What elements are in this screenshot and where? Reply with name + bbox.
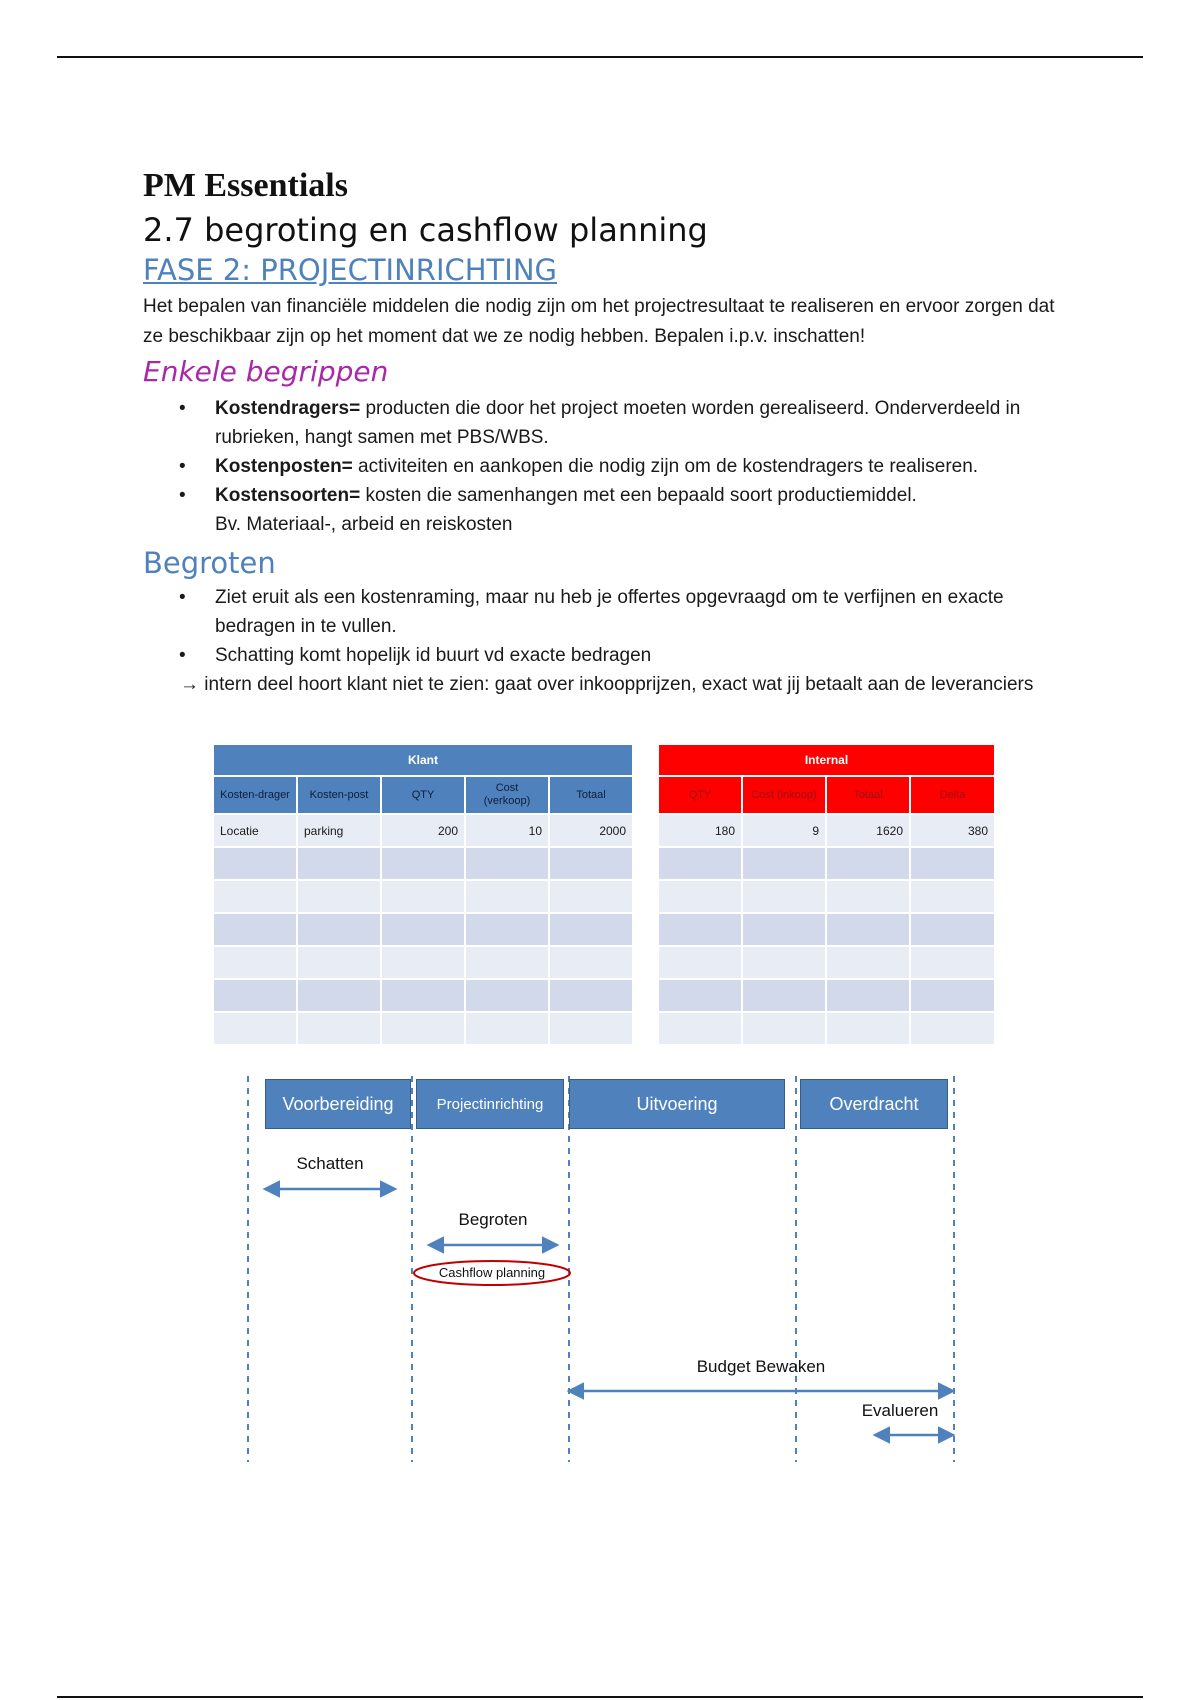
phase-overdracht: Overdracht — [800, 1079, 948, 1129]
column-header: QTY — [381, 776, 465, 814]
table-row — [213, 946, 633, 979]
definition: activiteiten en aankopen die nodig zijn om de kostendragers te realiseren. — [352, 456, 979, 477]
table-cell: 180 — [658, 814, 742, 847]
document-body — [143, 166, 1063, 699]
column-header: Totaal — [826, 776, 910, 814]
klant-title: Klant — [213, 744, 633, 776]
column-header: Kosten-post — [297, 776, 381, 814]
term: Kostendragers= — [215, 398, 361, 419]
definition: producten die door het project moeten worden gerealiseerd. Onderverdeeld in rubrieken, hangt samen met PBS/WBS. — [215, 398, 1021, 448]
internal-title: Internal — [658, 744, 995, 776]
cost-tables — [212, 743, 994, 1050]
table-cell: 10 — [465, 814, 549, 847]
table-cell: 9 — [742, 814, 826, 847]
list-item — [215, 452, 1063, 481]
intern-note: → intern deel hoort klant niet te zien: gaat over inkoopprijzen, exact wat jij betaalt aan de leveranciers — [180, 674, 1034, 695]
term: Kostenposten= — [215, 456, 353, 477]
column-header: QTY — [658, 776, 742, 814]
table-cell: 1620 — [826, 814, 910, 847]
table-cell: 380 — [910, 814, 995, 847]
table-row — [658, 814, 995, 847]
budget-label: Budget Bewaken — [696, 1357, 826, 1376]
term: Kostensoorten= — [215, 485, 361, 506]
phase-uitvoering: Uitvoering — [569, 1079, 785, 1129]
definition: kosten die samenhangen met een bepaald soort productiemiddel. — [360, 485, 917, 506]
begrippen-heading: Enkele begrippen — [143, 355, 389, 388]
table-row — [213, 913, 633, 946]
table-row — [658, 847, 995, 880]
list-item — [215, 394, 1063, 452]
schatten-label: Schatten — [296, 1154, 364, 1173]
begroten-label: Begroten — [458, 1210, 528, 1229]
internal-table — [657, 743, 996, 1046]
phase-projectinrichting: Projectinrichting — [416, 1079, 564, 1129]
cashflow-label: Cashflow planning — [438, 1265, 546, 1280]
begroten-heading: Begroten — [143, 546, 276, 580]
klant-table — [212, 743, 634, 1046]
column-header: Kosten-drager — [213, 776, 297, 814]
table-row — [658, 1012, 995, 1045]
table-row — [213, 880, 633, 913]
evalueren-label: Evalueren — [861, 1401, 939, 1420]
table-cell: 200 — [381, 814, 465, 847]
table-cell: parking — [297, 814, 381, 847]
begroten-list — [143, 583, 1063, 670]
table-row — [213, 847, 633, 880]
table-row — [658, 979, 995, 1012]
table-row — [213, 1012, 633, 1045]
header-rule — [57, 56, 1143, 58]
table-row — [658, 946, 995, 979]
example-line: Bv. Materiaal-, arbeid en reiskosten — [215, 514, 513, 535]
timeline-diagram — [240, 1072, 970, 1472]
table-row — [658, 880, 995, 913]
table-row — [213, 979, 633, 1012]
table-row — [658, 913, 995, 946]
list-item — [215, 481, 1063, 510]
section-title: 2.7 begroting en cashflow planning — [143, 211, 708, 249]
column-header: Cost (verkoop) — [465, 776, 549, 814]
footer-rule — [57, 1696, 1143, 1698]
table-cell: 2000 — [549, 814, 633, 847]
column-header: Delta — [910, 776, 995, 814]
table-cell: Locatie — [213, 814, 297, 847]
doc-title: PM Essentials — [143, 167, 348, 204]
begrippen-list — [143, 394, 1063, 510]
phase-voorbereiding: Voorbereiding — [265, 1079, 411, 1129]
list-item: • Schatting komt hopelijk id buurt vd exacte bedragen — [215, 641, 1063, 670]
column-header: Cost (inkoop) — [742, 776, 826, 814]
column-header: Totaal — [549, 776, 633, 814]
intro-paragraph: Het bepalen van financiële middelen die nodig zijn om het projectresultaat te realiseren en ervoor zorgen dat ze beschikbaar zijn op het moment dat we ze nodig hebben. Bepalen i.p.v. inschatten! — [143, 296, 1055, 347]
phase-heading: FASE 2: PROJECTINRICHTING — [143, 253, 557, 287]
phase-separators — [248, 1076, 954, 1462]
list-item: • Ziet eruit als een kostenraming, maar nu heb je offertes opgevraagd om te verfijnen en exacte bedragen in te vullen. — [215, 583, 1063, 641]
table-row — [213, 814, 633, 847]
